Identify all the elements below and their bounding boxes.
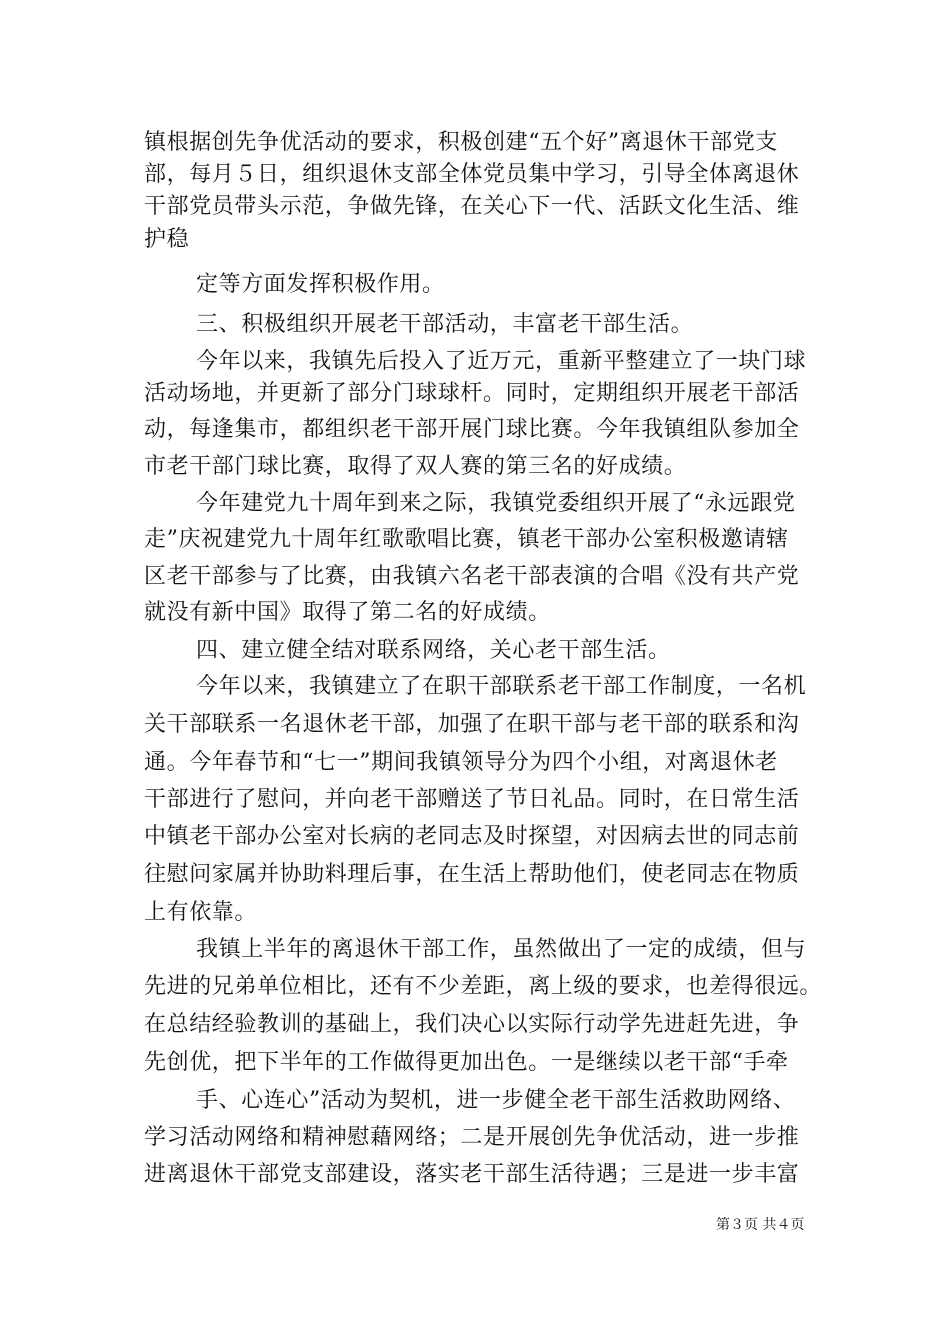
- text-line: 今年以来，我镇先后投入了近万元，重新平整建立了一块门球: [196, 349, 807, 374]
- text-line: 手、心连心”活动为契机，进一步健全老干部生活救助网络、: [196, 1088, 796, 1113]
- page-number: 第３页 共４页: [716, 1217, 805, 1233]
- text-line: 就没有新中国》取得了第二名的好成绩。: [144, 600, 551, 625]
- text-line: 通。今年春节和“七一”期间我镇领导分为四个小组，对离退休老: [144, 750, 778, 775]
- text-line: 我镇上半年的离退休干部工作，虽然做出了一定的成绩，但与: [196, 937, 807, 962]
- text-line: 先创优，把下半年的工作做得更加出色。一是继续以老干部“手牵: [144, 1050, 789, 1075]
- text-line: 走”庆祝建党九十周年红歌歌唱比赛，镇老干部办公室积极邀请辖: [144, 527, 789, 552]
- text-line: 先进的兄弟单位相比，还有不少差距，离上级的要求，也差得很远。: [144, 974, 823, 999]
- text-line: 定等方面发挥积极作用。: [196, 272, 445, 297]
- text-line: 动，每逢集市，都组织老干部开展门球比赛。今年我镇组队参加全: [144, 417, 800, 442]
- text-line: 中镇老干部办公室对长病的老同志及时探望，对因病去世的同志前: [144, 824, 800, 849]
- text-line: 上有依靠。: [144, 900, 258, 925]
- text-line: 护稳: [144, 227, 190, 252]
- text-line: 部，每月５日，组织退休支部全体党员集中学习，引导全体离退休: [144, 162, 800, 187]
- text-line: 今年建党九十周年到来之际，我镇党委组织开展了“永远跟党: [196, 491, 796, 516]
- text-line: 在总结经验教训的基础上，我们决心以实际行动学先进赶先进，争: [144, 1012, 800, 1037]
- text-line: 关干部联系一名退休老干部，加强了在职干部与老干部的联系和沟: [144, 712, 800, 737]
- text-line: 学习活动网络和精神慰藉网络；二是开展创先争优活动，进一步推: [144, 1125, 800, 1150]
- text-line: 镇根据创先争优活动的要求，积极创建“五个好”离退休干部党支: [144, 130, 778, 155]
- section-heading: 三、积极组织开展老干部活动，丰富老干部生活。: [196, 312, 694, 337]
- text-line: 活动场地，并更新了部分门球球杆。同时，定期组织开展老干部活: [144, 381, 800, 406]
- text-line: 干部党员带头示范，争做先锋，在关心下一代、活跃文化生活、维: [144, 194, 800, 219]
- text-line: 往慰问家属并协助料理后事，在生活上帮助他们，使老同志在物质: [144, 862, 800, 887]
- text-line: 今年以来，我镇建立了在职干部联系老干部工作制度，一名机: [196, 674, 807, 699]
- text-line: 市老干部门球比赛，取得了双人赛的第三名的好成绩。: [144, 454, 687, 479]
- section-heading: 四、建立健全结对联系网络，关心老干部生活。: [196, 638, 671, 663]
- text-line: 区老干部参与了比赛，由我镇六名老干部表演的合唱《没有共产党: [144, 564, 800, 589]
- text-line: 干部进行了慰问，并向老干部赠送了节日礼品。同时，在日常生活: [144, 787, 800, 812]
- text-line: 进离退休干部党支部建设，落实老干部生活待遇；三是进一步丰富: [144, 1162, 800, 1187]
